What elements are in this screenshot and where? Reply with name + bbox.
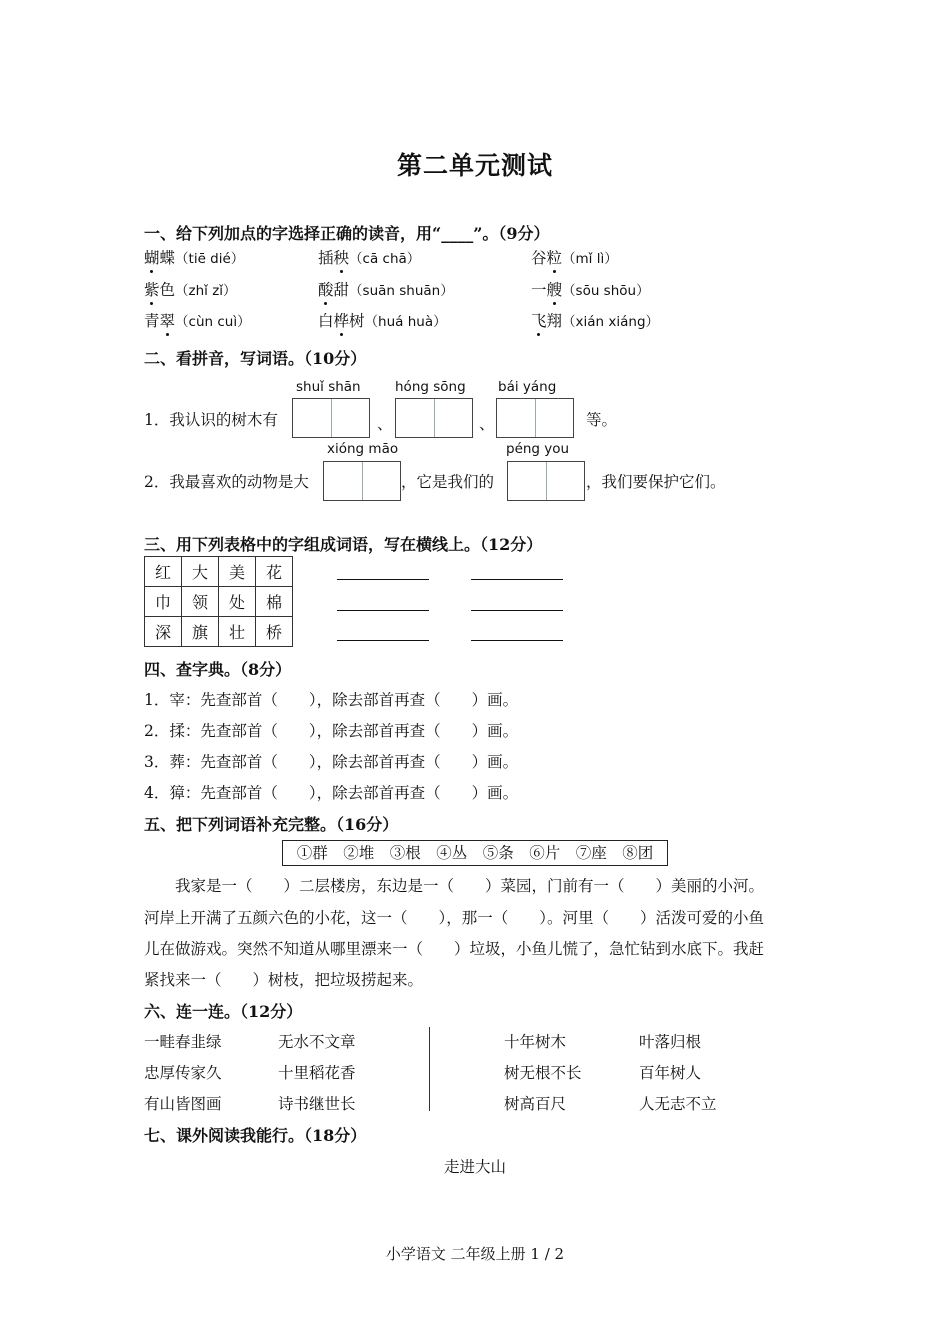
dictionary-item: 1．宰：先查部首（ ），除去部首再查（ ）画。: [144, 691, 519, 709]
section-4-heading: 四、查字典。（8分）: [144, 660, 292, 679]
page-title: 第二单元测试: [396, 151, 553, 180]
q1-suffix: 等。: [586, 411, 618, 429]
section-3-heading: 三、用下列表格中的字组成词语，写在横线上。（12分）: [144, 535, 543, 554]
reading-item: [144, 246, 244, 268]
pinyin-xiongmao: xióng māo: [327, 441, 399, 457]
q2-prefix: 2．我最喜欢的动物是大: [144, 473, 309, 491]
pinyin-baiyang: bái yáng: [498, 379, 557, 395]
word-part: 白: [318, 312, 334, 330]
table-cell: 花: [256, 557, 293, 587]
dotted-character: 紫: [144, 278, 160, 300]
answer-line[interactable]: [471, 640, 563, 641]
pinyin-options[interactable]: （zhǐ zǐ）: [175, 283, 237, 299]
table-cell: 巾: [145, 587, 182, 617]
reading-item: [531, 309, 659, 331]
table-cell: 领: [182, 587, 219, 617]
word-bank-box: ①群 ②堆 ③根 ④丛 ⑤条 ⑥片 ⑦座 ⑧团: [282, 840, 668, 866]
answer-box-hongsong[interactable]: [395, 398, 473, 438]
page-footer: 小学语文 二年级上册 1 / 2: [385, 1245, 565, 1263]
reading-item: [531, 278, 650, 300]
answer-line[interactable]: [337, 610, 429, 611]
reading-item: [144, 278, 237, 300]
answer-box-shuishan[interactable]: [292, 398, 370, 438]
answer-line[interactable]: [471, 579, 563, 580]
dotted-character: 蝴: [144, 246, 160, 268]
dotted-character: 粒: [547, 246, 563, 268]
answer-line[interactable]: [337, 640, 429, 641]
section-2-heading: 二、看拼音，写词语。（10分）: [144, 349, 367, 368]
section-1-heading: 一、给下列加点的字选择正确的读音，用“____”。（9分）: [144, 224, 550, 243]
dotted-character: 飞: [531, 309, 547, 331]
table-cell: 美: [219, 557, 256, 587]
match-right-b[interactable]: 百年树人: [639, 1064, 702, 1082]
pinyin-hongsong: hóng sōng: [395, 379, 466, 395]
pinyin-options[interactable]: （xián xiáng）: [562, 314, 660, 330]
passage-line: 我家是一（ ）二层楼房，东边是一（ ）菜园，门前有一（ ）美丽的小河。: [144, 877, 765, 895]
reading-title: 走进大山: [443, 1158, 506, 1176]
section-5-heading: 五、把下列词语补充完整。（16分）: [144, 815, 399, 834]
reading-item: [144, 309, 251, 331]
reading-item: [318, 309, 447, 331]
pinyin-options[interactable]: （cā chā）: [349, 251, 421, 267]
passage-line: 儿在做游戏。突然不知道从哪里漂来一（ ）垃圾，小鱼儿慌了，急忙钻到水底下。我赶: [144, 940, 765, 958]
match-left-a[interactable]: 忠厚传家久: [144, 1064, 222, 1082]
word-part: 一: [531, 281, 547, 299]
table-cell: 处: [219, 587, 256, 617]
answer-box-xiongmao[interactable]: [323, 461, 401, 501]
dotted-character: 秧: [334, 246, 350, 268]
reading-item: [531, 246, 618, 268]
q2-middle: ，它是我们的: [401, 473, 495, 491]
pinyin-pengyou: péng you: [506, 441, 570, 457]
table-cell: 桥: [256, 617, 293, 647]
word-part: 树: [349, 312, 365, 330]
pinyin-options[interactable]: （sōu shōu）: [562, 283, 650, 299]
word-part: 谷: [531, 249, 547, 267]
match-right-a[interactable]: 树高百尺: [504, 1095, 567, 1113]
section-7-heading: 七、课外阅读我能行。（18分）: [144, 1126, 367, 1145]
dotted-character: 翠: [160, 309, 176, 331]
word-part: 色: [159, 281, 176, 299]
dictionary-item: 3．葬：先查部首（ ），除去部首再查（ ）画。: [144, 753, 519, 771]
match-left-b[interactable]: 无水不文章: [278, 1033, 356, 1051]
table-cell: 大: [182, 557, 219, 587]
answer-line[interactable]: [337, 579, 429, 580]
reading-item: [318, 278, 454, 300]
dictionary-item: 2．揉：先查部首（ ），除去部首再查（ ）画。: [144, 722, 519, 740]
character-table: [144, 556, 293, 647]
match-left-b[interactable]: 十里稻花香: [278, 1064, 356, 1082]
word-part: 甜: [333, 281, 350, 299]
reading-item: [318, 246, 420, 268]
dictionary-item: 4．獐：先查部首（ ），除去部首再查（ ）画。: [144, 784, 519, 802]
match-right-b[interactable]: 人无志不立: [639, 1095, 717, 1113]
passage-line: 河岸上开满了五颜六色的小花，这一（ ），那一（ ）。河里（ ）活泼可爱的小鱼: [144, 909, 765, 927]
dotted-character: 酸: [318, 278, 334, 300]
answer-line[interactable]: [471, 610, 563, 611]
pinyin-options[interactable]: （mǐ lì）: [562, 251, 618, 267]
column-divider: [429, 1027, 430, 1111]
word-part: 青: [144, 312, 160, 330]
answer-box-pengyou[interactable]: [507, 461, 585, 501]
section-6-heading: 六、连一连。（12分）: [144, 1002, 303, 1021]
match-left-a[interactable]: 有山皆图画: [144, 1095, 222, 1113]
pinyin-options[interactable]: （suān shuān）: [349, 283, 454, 299]
q2-suffix: ，我们要保护它们。: [586, 473, 726, 491]
pinyin-shuishan: shuǐ shān: [296, 379, 361, 395]
match-right-a[interactable]: 十年树木: [504, 1033, 567, 1051]
separator: 、: [479, 415, 495, 433]
word-part: 翔: [546, 312, 563, 330]
word-part: 蝶: [159, 249, 176, 267]
match-left-a[interactable]: 一畦春韭绿: [144, 1033, 222, 1051]
pinyin-options[interactable]: （cùn cuì）: [175, 314, 251, 330]
dotted-character: 艘: [547, 278, 563, 300]
match-left-b[interactable]: 诗书继世长: [278, 1095, 356, 1113]
answer-box-baiyang[interactable]: [496, 398, 574, 438]
separator: 、: [377, 415, 393, 433]
passage-line: 紧找来一（ ）树枝，把垃圾捞起来。: [144, 971, 424, 989]
pinyin-options[interactable]: （tiē dié）: [175, 251, 245, 267]
table-cell: 壮: [219, 617, 256, 647]
table-cell: 红: [145, 557, 182, 587]
pinyin-options[interactable]: （huá huà）: [364, 314, 447, 330]
match-right-a[interactable]: 树无根不长: [504, 1064, 582, 1082]
match-right-b[interactable]: 叶落归根: [639, 1033, 702, 1051]
table-cell: 旗: [182, 617, 219, 647]
table-cell: 棉: [256, 587, 293, 617]
q1-prefix: 1．我认识的树木有: [144, 411, 278, 429]
table-cell: 深: [145, 617, 182, 647]
dotted-character: 桦: [334, 309, 350, 331]
word-part: 插: [318, 249, 334, 267]
